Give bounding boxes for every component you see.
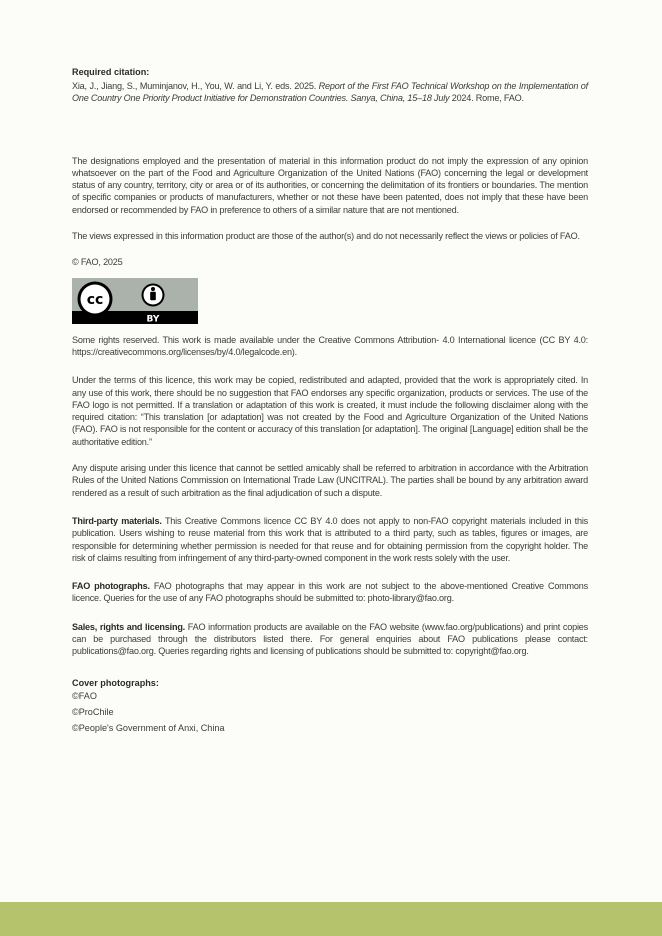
citation-title: Report of the First FAO Technical Workshop on the Implementation of One Country One Priority Product Initiative for Demonstration Countries. Sanya, China, 15–18 July	[72, 81, 588, 104]
sales-text: FAO information products are available on the FAO website (www.fao.org/publications) and print copies can be purchased through the distributors listed there. For general enquiries about FAO publications please contact: publications@fao.org. Queries regarding rights and licensing of publications should be submitted to: copyright@fao.org.	[72, 621, 588, 657]
third-party-label: Third-party materials.	[72, 515, 162, 526]
disclaimer-paragraph: The designations employed and the presentation of material in this information product do not imply the expression of any opinion whatsoever on the part of the Food and Agriculture Organization of the United Nations (FAO) concerning the legal or development status of any country, territory, city or area or of its authorities, or concerning the delimitation of its frontiers or boundaries. The mention of specific companies or products of manufacturers, whether or not these have been patented, does not imply that these have been endorsed or recommended by FAO in preference to others of a similar nature that are not mentioned.	[72, 155, 588, 215]
sales-paragraph	[72, 621, 588, 658]
photographs-text: FAO photographs that may appear in this work are not subject to the above-mentioned Creative Commons licence. Queries for the use of any FAO photographs should be submitted to: photo-library@fao.org.	[72, 581, 588, 604]
cover-photo-credits	[72, 688, 588, 736]
rights-paragraph: Some rights reserved. This work is made available under the Creative Commons Attribution- 4.0 International licence (CC BY 4.0: https://creativecommons.org/licenses/by/4.0/legalcode.en).	[72, 334, 588, 357]
cover-credit-item: ©FAO	[72, 690, 97, 701]
terms-paragraph: Under the terms of this licence, this work may be copied, redistributed and adapted, provided that the work is appropriately cited. In any use of this work, there should be no suggestion that FAO endorses any specific organization, products or services. The use of the FAO logo is not permitted. If a translation or adaptation of this work is created, it must include the following disclaimer along with the required citation: “This translation [or adaptation] was not created by the Food and Agriculture Organization of the United Nations (FAO). FAO is not responsible for the content or accuracy of this translation [or adaptation]. The original [Language] edition shall be the authoritative edition.”	[72, 375, 588, 447]
third-party-text: This Creative Commons licence CC BY 4.0 does not apply to non-FAO copyright materials included in this publication. Users wishing to reuse material from this work that is attributed to a third party, such as tables, figures or images, are responsible for determining whether permission is needed for that reuse and for obtaining permission from the copyright holder. The risk of claims resulting from infringement of any third-party-owned component in the work rests solely with the user.	[72, 515, 588, 563]
cover-heading: Cover photographs:	[72, 677, 159, 688]
citation-text	[72, 80, 588, 105]
cc-by-license-icon	[72, 278, 198, 324]
sales-label: Sales, rights and licensing.	[72, 621, 185, 632]
copyright-line: © FAO, 2025	[72, 257, 123, 268]
third-party-paragraph	[72, 515, 588, 564]
dispute-paragraph: Any dispute arising under this licence that cannot be settled amicably shall be referred to arbitration in accordance with the Arbitration Rules of the United Nations Commission on International Trade Law (UNCITRAL). The parties shall be bound by any arbitration award rendered as a result of such arbitration as the final adjudication of such a dispute.	[72, 463, 588, 498]
copyright-page	[72, 67, 588, 736]
photographs-paragraph	[72, 580, 588, 605]
cover-credit-item: ©ProChile	[72, 706, 114, 717]
by-badge-text: BY	[146, 314, 160, 324]
views-paragraph: The views expressed in this information product are those of the author(s) and do not necessarily reflect the views or policies of FAO.	[72, 231, 580, 242]
citation-tail: 2024. Rome, FAO.	[449, 93, 524, 104]
citation-heading: Required citation:	[72, 67, 150, 77]
photographs-label: FAO photographs.	[72, 581, 150, 592]
cc-badge-text: cc	[86, 291, 104, 308]
footer-color-bar	[0, 902, 662, 936]
cover-credit-item: ©People's Government of Anxi, China	[72, 722, 225, 733]
citation-authors: Xia, J., Jiang, S., Muminjanov, H., You, W. and Li, Y. eds. 2025.	[72, 81, 319, 91]
